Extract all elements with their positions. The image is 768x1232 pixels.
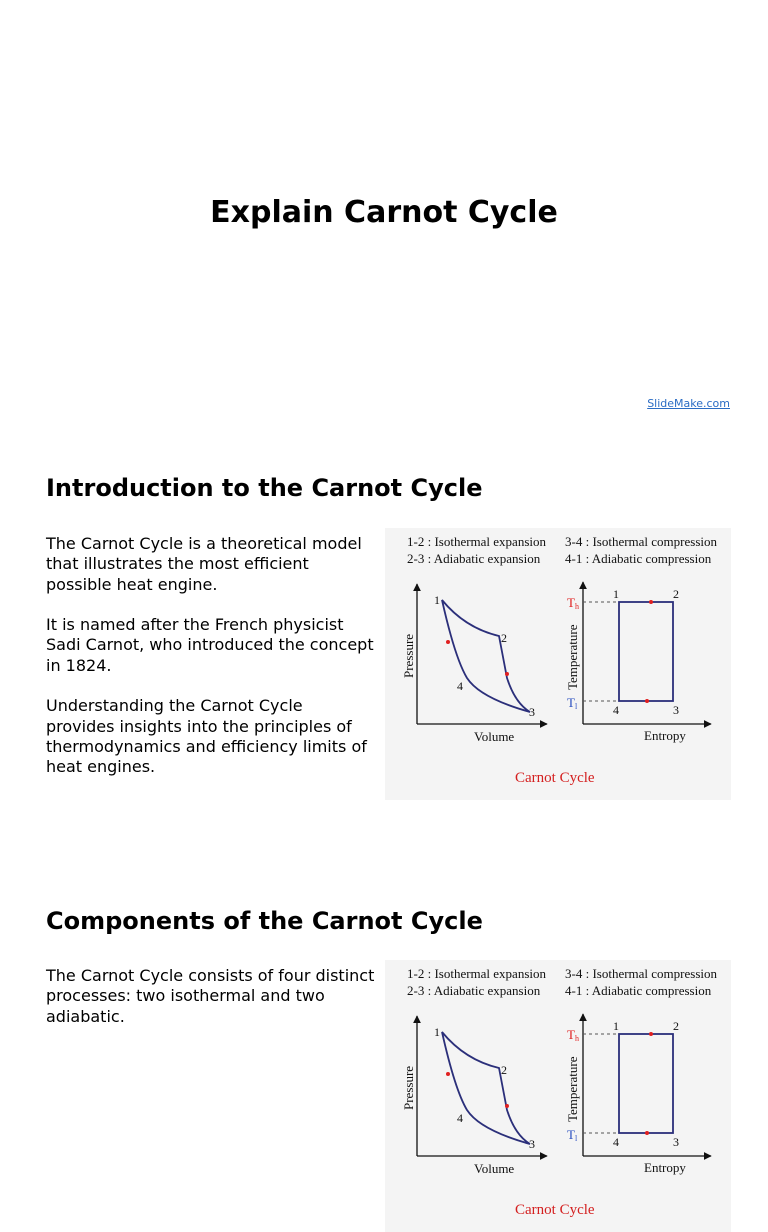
ts-cycle-rectangle bbox=[619, 602, 673, 701]
pv-point-label: 3 bbox=[529, 705, 535, 719]
legend-text: 3-4 : Isothermal compression bbox=[565, 966, 717, 981]
legend-text: 4-1 : Adiabatic compression bbox=[565, 983, 712, 998]
pv-x-label: Volume bbox=[474, 1161, 515, 1176]
ts-point-label: 1 bbox=[613, 1019, 619, 1033]
ts-point-label: 3 bbox=[673, 703, 679, 717]
ts-diagram bbox=[565, 1014, 711, 1175]
ts-cycle-rectangle bbox=[619, 1034, 673, 1133]
ts-point-label: 2 bbox=[673, 587, 679, 601]
figure-caption: Carnot Cycle bbox=[515, 1202, 595, 1218]
ts-y-label: Temperature bbox=[565, 1056, 580, 1122]
legend-text: 4-1 : Adiabatic compression bbox=[565, 551, 712, 566]
ts-direction-arrow bbox=[649, 600, 653, 604]
pv-cycle-curve bbox=[442, 600, 530, 712]
paragraph: Understanding the Carnot Cycle provides insights into the principles of thermodynamics and efficiency limits of heat engines. bbox=[46, 696, 367, 777]
pv-direction-arrow bbox=[505, 672, 509, 676]
tl-label: T bbox=[567, 695, 575, 710]
legend-text: 2-3 : Adiabatic expansion bbox=[407, 551, 541, 566]
section-heading-components: Components of the Carnot Cycle bbox=[46, 907, 483, 935]
th-subscript: h bbox=[575, 602, 579, 611]
carnot-cycle-figure bbox=[385, 960, 731, 1232]
legend-text: 2-3 : Adiabatic expansion bbox=[407, 983, 541, 998]
introduction-text bbox=[46, 534, 376, 798]
ts-point-label: 2 bbox=[673, 1019, 679, 1033]
pv-point-label: 2 bbox=[501, 1063, 507, 1077]
figure-caption: Carnot Cycle bbox=[515, 770, 595, 786]
pv-point-label: 1 bbox=[434, 593, 440, 607]
tl-label: T bbox=[567, 1127, 575, 1142]
pv-diagram bbox=[401, 584, 547, 744]
pv-cycle-curve bbox=[442, 1032, 530, 1144]
legend-text: 3-4 : Isothermal compression bbox=[565, 534, 717, 549]
th-label: T bbox=[567, 595, 575, 610]
th-subscript: h bbox=[575, 1034, 579, 1043]
tl-subscript: l bbox=[575, 1134, 578, 1143]
paragraph: It is named after the French physicist Sadi Carnot, who introduced the concept in 1824. bbox=[46, 615, 374, 675]
ts-point-label: 4 bbox=[613, 1135, 619, 1149]
legend-text: 1-2 : Isothermal expansion bbox=[407, 534, 546, 549]
pv-x-label: Volume bbox=[474, 729, 515, 744]
paragraph: The Carnot Cycle consists of four distinct processes: two isothermal and two adiabatic. bbox=[46, 966, 375, 1026]
pv-direction-arrow bbox=[446, 1072, 450, 1076]
components-text bbox=[46, 966, 376, 1047]
ts-direction-arrow bbox=[645, 699, 649, 703]
pv-point-label: 3 bbox=[529, 1137, 535, 1151]
ts-point-label: 1 bbox=[613, 587, 619, 601]
paragraph: The Carnot Cycle is a theoretical model that illustrates the most efficient possible heat engine. bbox=[46, 534, 362, 594]
ts-x-label: Entropy bbox=[644, 728, 686, 743]
pv-point-label: 4 bbox=[457, 679, 463, 693]
pv-diagram bbox=[401, 1016, 547, 1176]
pv-direction-arrow bbox=[505, 1104, 509, 1108]
ts-direction-arrow bbox=[649, 1032, 653, 1036]
slide-title: Explain Carnot Cycle bbox=[210, 195, 558, 230]
ts-diagram bbox=[565, 582, 711, 743]
ts-direction-arrow bbox=[645, 1131, 649, 1135]
pv-y-label: Pressure bbox=[401, 633, 416, 678]
legend-text: 1-2 : Isothermal expansion bbox=[407, 966, 546, 981]
carnot-svg bbox=[385, 960, 731, 1232]
ts-x-label: Entropy bbox=[644, 1160, 686, 1175]
pv-point-label: 1 bbox=[434, 1025, 440, 1039]
carnot-cycle-figure bbox=[385, 528, 731, 800]
pv-y-label: Pressure bbox=[401, 1065, 416, 1110]
ts-point-label: 3 bbox=[673, 1135, 679, 1149]
pv-point-label: 2 bbox=[501, 631, 507, 645]
pv-direction-arrow bbox=[446, 640, 450, 644]
slidemake-link[interactable]: SlideMake.com bbox=[647, 397, 730, 410]
ts-y-label: Temperature bbox=[565, 624, 580, 690]
tl-subscript: l bbox=[575, 702, 578, 711]
section-heading-introduction: Introduction to the Carnot Cycle bbox=[46, 474, 483, 502]
carnot-svg bbox=[385, 528, 731, 800]
th-label: T bbox=[567, 1027, 575, 1042]
pv-point-label: 4 bbox=[457, 1111, 463, 1125]
ts-point-label: 4 bbox=[613, 703, 619, 717]
